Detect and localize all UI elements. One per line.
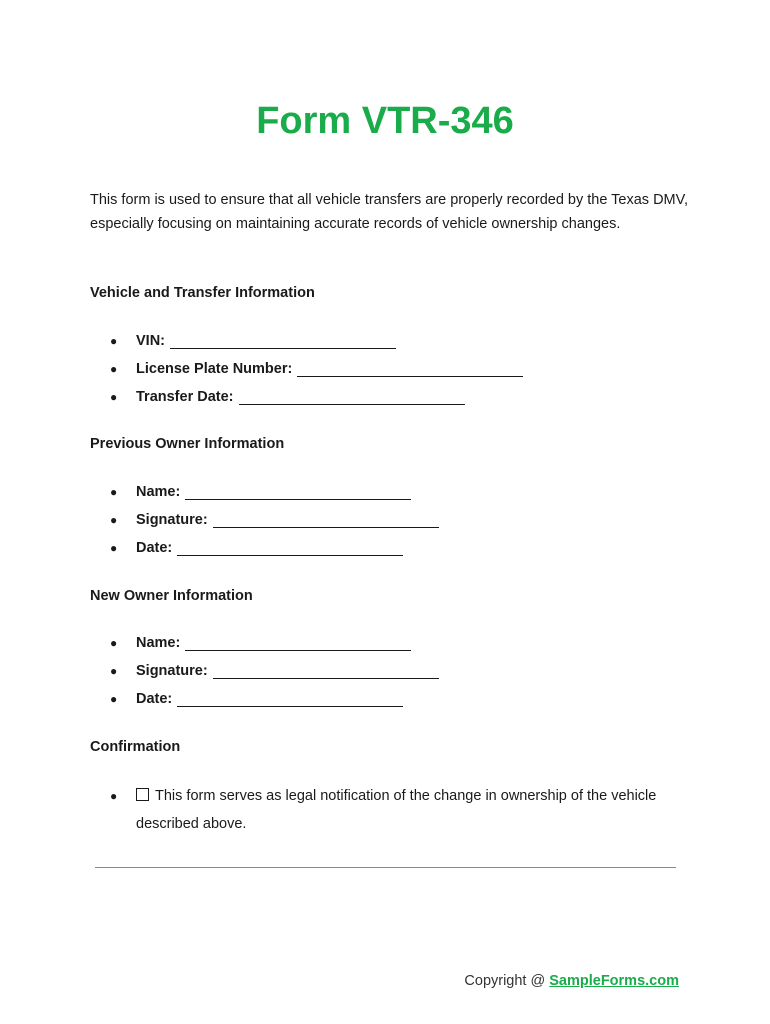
- confirmation-checkbox[interactable]: [136, 788, 149, 801]
- bullet-icon: ●: [110, 334, 118, 348]
- section-heading-vehicle: Vehicle and Transfer Information: [90, 285, 315, 301]
- footer-divider: [95, 867, 676, 868]
- previous-name-blank-line[interactable]: [185, 485, 411, 500]
- transfer-date-blank-line[interactable]: [239, 390, 465, 405]
- intro-paragraph: This form is used to ensure that all vehicle transfers are properly recorded by the Texas DMV, especially focusing on maintaining accurate records of vehicle ownership changes.: [90, 192, 689, 232]
- field-license-plate: [110, 355, 523, 383]
- previous-date-blank-line[interactable]: [177, 541, 403, 556]
- field-label: Name:: [136, 635, 181, 651]
- field-label: Date:: [136, 540, 173, 556]
- field-new-name: [110, 629, 439, 657]
- field-label: License Plate Number:: [136, 361, 293, 377]
- bullet-icon: ●: [110, 664, 118, 678]
- section-heading-confirmation: Confirmation: [90, 739, 181, 755]
- bullet-icon: ●: [110, 541, 118, 555]
- field-previous-date: [110, 534, 439, 562]
- bullet-icon: ●: [110, 789, 118, 803]
- new-signature-blank-line[interactable]: [213, 664, 439, 679]
- field-label: Name:: [136, 484, 181, 500]
- copyright-footer: [464, 973, 679, 989]
- previous-owner-fields-list: [110, 478, 439, 562]
- field-label: Signature:: [136, 512, 208, 528]
- field-vin: [110, 327, 523, 355]
- bullet-icon: ●: [110, 636, 118, 650]
- vin-blank-line[interactable]: [170, 334, 396, 349]
- field-label: Transfer Date:: [136, 389, 234, 405]
- new-name-blank-line[interactable]: [185, 636, 411, 651]
- previous-signature-blank-line[interactable]: [213, 513, 439, 528]
- field-transfer-date: [110, 383, 523, 411]
- field-previous-signature: [110, 506, 439, 534]
- confirmation-text: This form serves as legal notification of the change in ownership of the vehicle described above.: [136, 788, 657, 832]
- bullet-icon: ●: [110, 390, 118, 404]
- field-label: VIN:: [136, 333, 165, 349]
- field-label: Date:: [136, 691, 173, 707]
- vehicle-fields-list: [110, 327, 523, 411]
- copyright-prefix: Copyright @: [464, 973, 550, 989]
- bullet-icon: ●: [110, 485, 118, 499]
- field-label: Signature:: [136, 663, 208, 679]
- bullet-icon: ●: [110, 692, 118, 706]
- field-new-signature: [110, 657, 439, 685]
- bullet-icon: ●: [110, 513, 118, 527]
- form-title: Form VTR-346: [256, 100, 514, 142]
- brand-link[interactable]: SampleForms.com: [549, 973, 679, 989]
- field-previous-name: [110, 478, 439, 506]
- new-date-blank-line[interactable]: [177, 692, 403, 707]
- new-owner-fields-list: [110, 629, 439, 713]
- confirmation-item: [110, 782, 700, 838]
- section-heading-previous-owner: Previous Owner Information: [90, 436, 285, 452]
- section-heading-new-owner: New Owner Information: [90, 588, 253, 604]
- bullet-icon: ●: [110, 362, 118, 376]
- field-new-date: [110, 685, 439, 713]
- license-plate-blank-line[interactable]: [297, 362, 523, 377]
